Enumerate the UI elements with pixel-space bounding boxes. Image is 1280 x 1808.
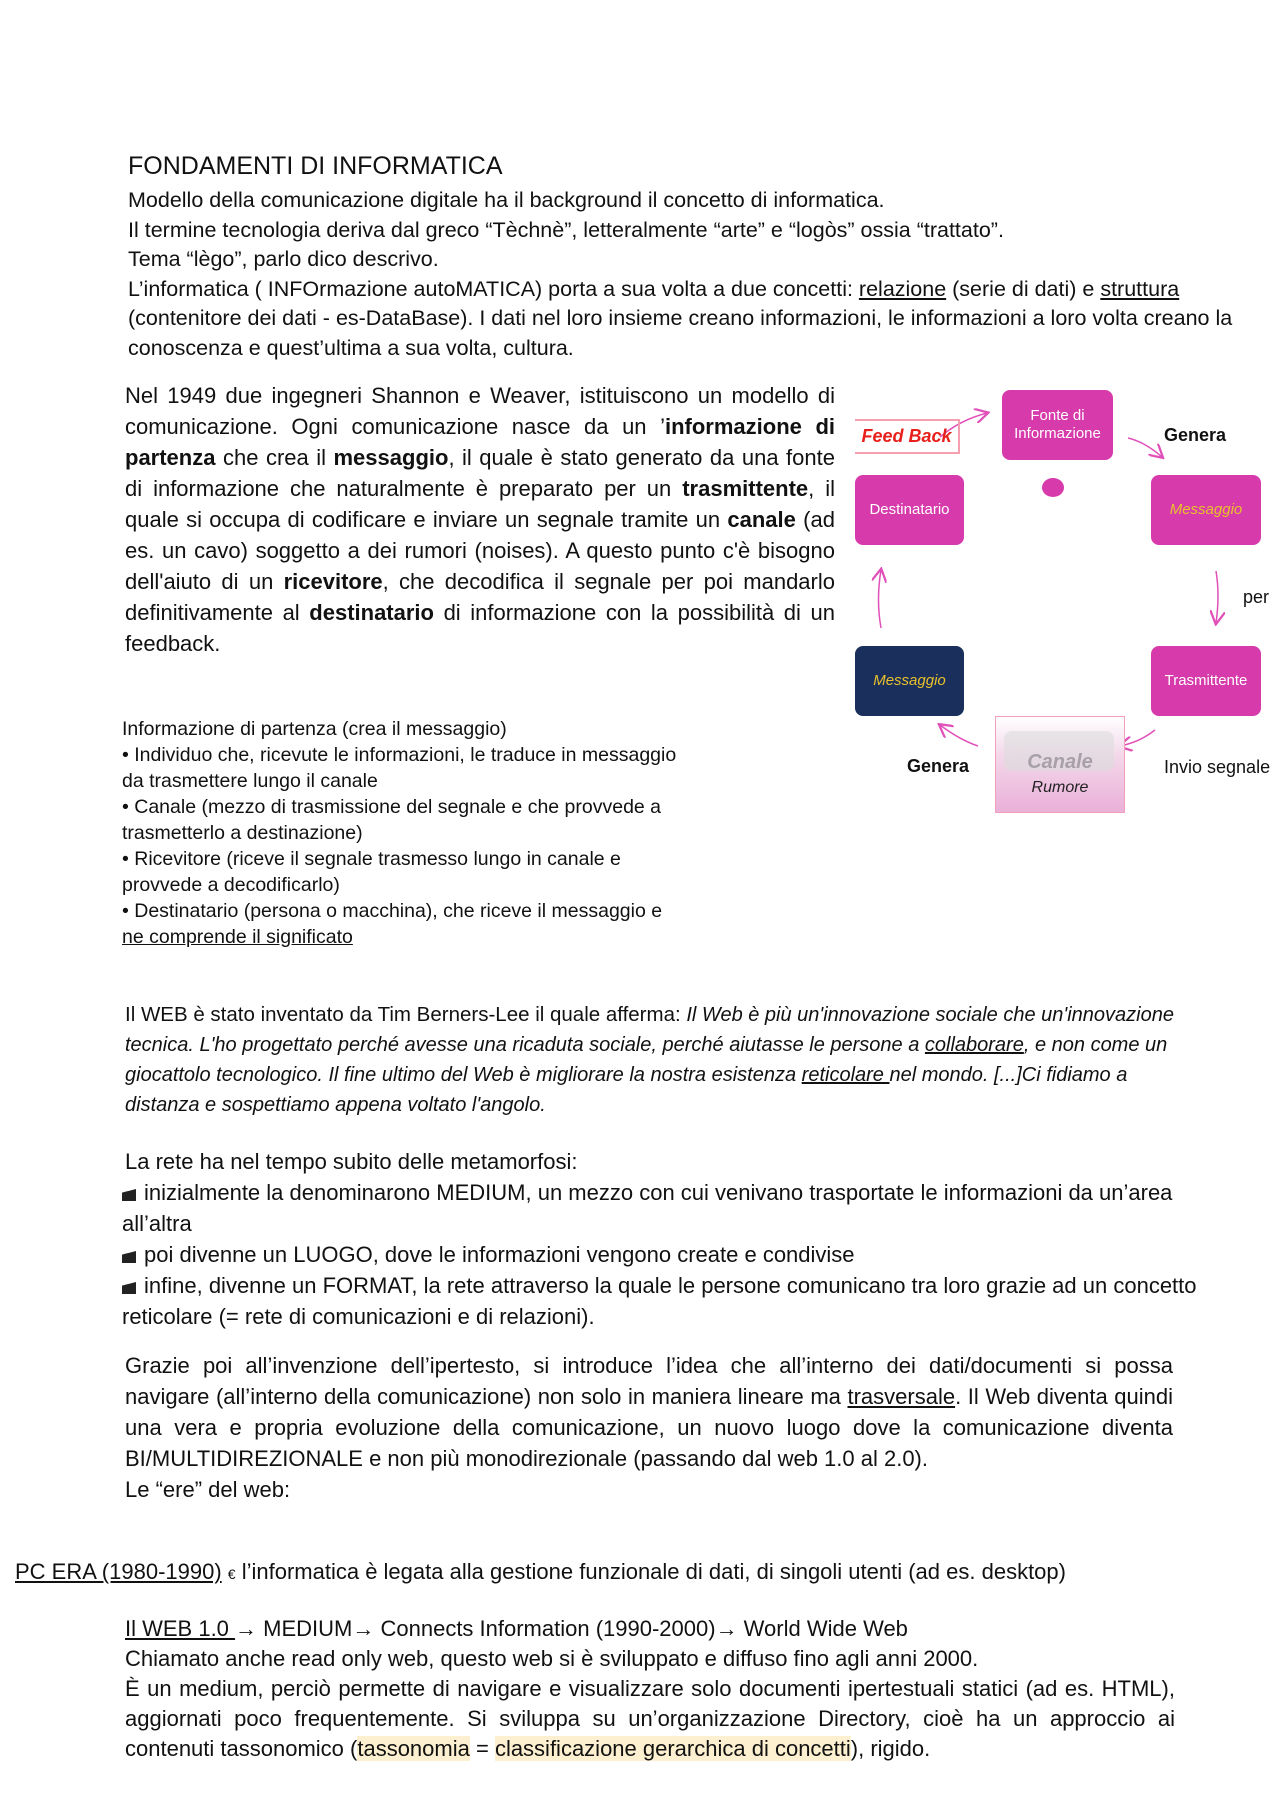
bold-term: canale	[727, 507, 796, 532]
text: che crea il	[215, 445, 334, 470]
shannon-paragraph	[125, 380, 835, 659]
web1-heading	[125, 1614, 1175, 1644]
rete-bullet	[122, 1177, 1202, 1239]
intro-line	[128, 275, 1248, 364]
clapperboard-icon	[122, 1282, 136, 1294]
highlighted-term: tassonomia	[357, 1736, 470, 1761]
text: di informazione con la possibilità di un feedback.	[125, 600, 835, 656]
highlighted-term: classificazione gerarchica di concetti	[494, 1736, 851, 1761]
intro-paragraph	[128, 186, 1248, 363]
web-quote-paragraph	[125, 1000, 1205, 1120]
box-fonte: Fonte di Informazione	[1002, 390, 1113, 460]
text	[125, 1674, 1175, 1764]
quote: nel mondo. [...]Ci fidiamo a distanza e sospettiamo appena voltato l'angolo.	[125, 1064, 1128, 1116]
bold-term: messaggio	[333, 445, 449, 470]
components-list	[122, 716, 682, 950]
underlined-term: collaborare	[924, 1034, 1024, 1056]
arrow-per	[1216, 571, 1218, 623]
pc-era-line	[15, 1556, 1066, 1590]
clapperboard-icon	[122, 1189, 136, 1201]
web1-section	[125, 1614, 1175, 1764]
list-item: Informazione di partenza (crea il messaggio)	[122, 718, 507, 740]
per-label: per	[1243, 587, 1270, 607]
feedback-label: Feed Back	[855, 419, 960, 454]
rete-intro: La rete ha nel tempo subito delle metamorfosi:	[125, 1149, 578, 1174]
arrow-genera-top	[1128, 438, 1162, 457]
list-item	[122, 898, 682, 950]
text: Grazie poi all’invenzione dell’ipertesto, si introduce l’idea che all’interno dei dati/documenti si possa navigare (all’interno della comunicazione) non solo in maniera lineare ma	[125, 1353, 1173, 1409]
text: • Destinatario (persona o macchina), che riceve il messaggio e	[122, 900, 663, 922]
genera-bottom-label: Genera	[907, 756, 970, 776]
rete-section	[122, 1146, 1202, 1332]
text: , che decodifica il segnale per poi mandarlo definitivamente al	[125, 569, 835, 625]
text: Nel 1949 due ingegneri Shannon e Weaver, istituiscono un modello di comunicazione. Ogni comunicazione nasce da un ’	[125, 383, 835, 439]
text: L’informatica ( INFOrmazione autoMATICA) porta a sua volta a due concetti:	[128, 276, 859, 301]
text: l’informatica è legata alla gestione funzionale di dati, di singoli utenti (ad es. desktop)	[235, 1559, 1066, 1584]
underlined-term: relazione	[858, 276, 947, 301]
web1-label: Il WEB 1.0	[125, 1616, 236, 1641]
ipertesto-paragraph	[125, 1350, 1173, 1505]
box-destinatario: Destinatario	[855, 475, 964, 545]
box-canale	[995, 716, 1125, 813]
text: (contenitore dei dati - es-DataBase). I dati nel loro insieme creano informazioni, le informazioni a loro volta creano la conoscenza e quest’ultima a sua volta, cultura.	[128, 306, 1233, 360]
intro-line: Il termine tecnologia deriva dal greco “Tèchnè”, letteralmente “arte” e “logòs” ossia “trattato”.	[128, 217, 1004, 242]
text: , il quale è stato generato da una fonte di informazione che naturalmente è preparato per un	[125, 445, 835, 501]
clapperboard-icon	[122, 1251, 136, 1263]
text: =	[469, 1736, 495, 1761]
invio-segnale-label: Invio segnale	[1164, 757, 1271, 777]
list-item: • Canale (mezzo di trasmissione del segnale e che provvede a trasmetterlo a destinazione)	[122, 796, 662, 844]
text: poi divenne un LUOGO, dove le informazioni vengono create e condivise	[144, 1242, 855, 1267]
quote: Il Web è più un'innovazione sociale che un'innovazione tecnica. L'ho progettato perché avesse una ricaduta sociale, perché aiutasse le persone a	[125, 1004, 1174, 1056]
bold-term: destinatario	[309, 600, 434, 625]
text: , il quale si occupa di codificare e inviare un segnale tramite un	[125, 476, 835, 532]
text: Chiamato anche read only web, questo web si è sviluppato e diffuso fino agli anni 2000.	[125, 1646, 979, 1671]
canale-label: Canale	[1027, 751, 1093, 773]
text: È un medium, perciò permette di navigare e visualizzare solo documenti ipertestuali statici (ad es. HTML), aggiornati poco frequentemente. Si sviluppa su un’organizzazione Directory, cioè ha un approccio ai contenuti tassonomico (	[125, 1676, 1175, 1761]
text: inizialmente la denominarono MEDIUM, un mezzo con cui venivano trasportate le informazioni da un’area all’altra	[122, 1180, 1173, 1236]
intro-line: Tema “lègo”, parlo dico descrivo.	[128, 247, 439, 271]
rete-bullet	[122, 1270, 1202, 1332]
box-trasmittente: Trasmittente	[1151, 646, 1261, 716]
underlined-term: reticolare	[801, 1064, 890, 1086]
text: . Il Web diventa quindi una vera e propria evoluzione della comunicazione, un nuovo luogo dove la comunicazione diventa BI/MULTIDIREZIONALE e non più monodirezionale (passando dal web 1.0 al 2.0).	[125, 1384, 1173, 1471]
genera-top-label: Genera	[1164, 425, 1227, 445]
dot-marker	[1042, 478, 1064, 497]
symbol: €	[227, 1566, 236, 1582]
bold-term: trasmittente	[682, 476, 809, 501]
page-title: FONDAMENTI DI INFORMATICA	[128, 152, 503, 180]
ere-heading: Le “ere” del web:	[125, 1477, 291, 1502]
underlined-term: struttura	[1100, 276, 1180, 301]
list-item: • Individuo che, ricevute le informazioni, le traduce in messaggio da trasmettere lungo il canale	[122, 744, 677, 792]
rete-bullet	[122, 1239, 1202, 1270]
list-item: • Ricevitore (riceve il segnale trasmesso lungo in canale e provvede a decodificarlo)	[122, 848, 621, 896]
box-messaggio-bottom: Messaggio	[855, 646, 964, 716]
text: (serie di dati) e	[946, 276, 1101, 301]
bold-term: ricevitore	[283, 569, 383, 594]
underlined-term: trasversale	[847, 1384, 956, 1409]
text: ), rigido.	[850, 1736, 931, 1761]
arrow-invio	[1120, 730, 1155, 746]
bold-term: informazione di partenza	[125, 414, 835, 470]
text: Il WEB è stato inventato da Tim Berners-Lee il quale afferma:	[125, 1003, 687, 1026]
rumore-label: Rumore	[1031, 779, 1089, 796]
arrow-genera-bottom	[940, 725, 978, 746]
box-messaggio-top: Messaggio	[1151, 475, 1261, 545]
text: infine, divenne un FORMAT, la rete attraverso la quale le persone comunicano tra loro grazie ad un concetto reticolare (= rete di comunicazioni e di relazioni).	[122, 1273, 1197, 1329]
underlined-text: ne comprende il significato	[122, 926, 353, 948]
intro-line: Modello della comunicazione digitale ha il background il concetto di informatica.	[128, 188, 885, 212]
text: (ad es. un cavo) soggetto a dei rumori (noises). A questo punto c'è bisogno dell'aiuto di un	[125, 507, 835, 594]
arrow-up	[879, 570, 882, 628]
text: → MEDIUM→ Connects Information (1990-2000)→ World Wide Web	[235, 1616, 908, 1641]
pc-era-label: PC ERA (1980-1990)	[15, 1559, 222, 1584]
quote: , e non come un giocattolo tecnologico. Il fine ultimo del Web è migliorare la nostra esistenza	[125, 1034, 1168, 1086]
